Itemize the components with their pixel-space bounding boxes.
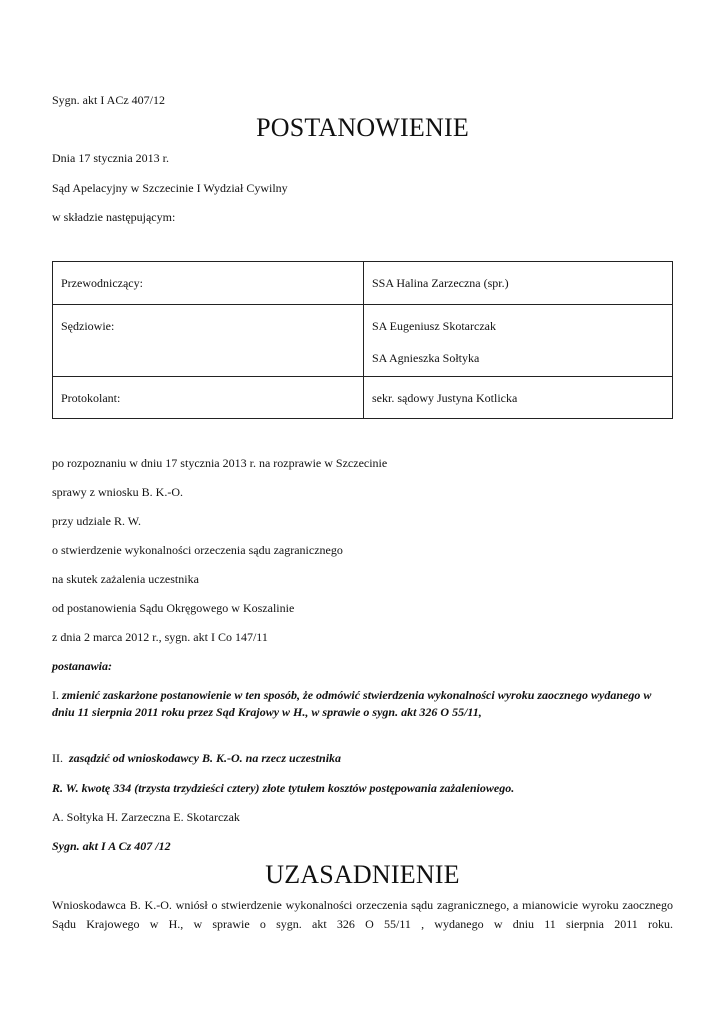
court-composition-table	[52, 261, 673, 419]
ruling-item-number: I.	[52, 688, 59, 702]
ruling-item-text: zasądzić od wnioskodawcy B. K.-O. na rzecz uczestnika	[69, 751, 342, 765]
ruling-item-number: II.	[52, 751, 63, 765]
presiding-value: SSA Halina Zarzeczna (spr.)	[364, 262, 673, 305]
body-line: o stwierdzenie wykonalności orzeczenia sądu zagranicznego	[52, 543, 343, 557]
justification-title: UZASADNIENIE	[265, 860, 460, 889]
justification-case-number: Sygn. akt I A Cz 407 /12	[52, 839, 171, 853]
court-name: Sąd Apelacyjny w Szczecinie I Wydział Cywilny	[52, 181, 288, 195]
clerk-label: Protokolant:	[53, 377, 364, 419]
body-line: z dnia 2 marca 2012 r., sygn. akt I Co 147/11	[52, 630, 268, 644]
judge-signatures: A. Sołtyka H. Zarzeczna E. Skotarczak	[52, 810, 240, 824]
ruling-item-text: zmienić zaskarżone postanowienie w ten sposób, że odmówić stwierdzenia wykonalności wyroku zaocznego wydanego w dniu 11 sierpnia 2011 roku przez Sąd Krajowy w H., w sprawie o sygn. akt 326 O 55/11,	[52, 688, 652, 719]
ruling-item-2-continuation: R. W. kwotę 334 (trzysta trzydzieści cztery) złote tytułem kosztów postępowania zażaleniowego.	[52, 781, 515, 795]
body-line: od postanowienia Sądu Okręgowego w Koszalinie	[52, 601, 295, 615]
resolves-heading: postanawia:	[52, 659, 113, 673]
body-line: sprawy z wniosku B. K.-O.	[52, 485, 183, 499]
presiding-label: Przewodniczący:	[53, 262, 364, 305]
judge-name: SA Agnieszka Sołtyka	[372, 351, 480, 365]
document-title: POSTANOWIENIE	[256, 113, 469, 142]
case-number: Sygn. akt I ACz 407/12	[52, 93, 165, 107]
ruling-date: Dnia 17 stycznia 2013 r.	[52, 151, 169, 165]
judges-cell	[364, 305, 673, 377]
table-row	[53, 305, 673, 377]
table-row	[53, 377, 673, 419]
body-line: na skutek zażalenia uczestnika	[52, 572, 199, 586]
justification-paragraph: Wnioskodawca B. K.-O. wniósł o stwierdzenie wykonalności orzeczenia sądu zagranicznego, a mianowicie wyroku zaocznego Sądu Krajowego w H., w sprawie o sygn. akt 326 O 55/11 , wydanego w dniu 11 sierpnia 2011 roku.	[52, 898, 673, 931]
body-line: przy udziale R. W.	[52, 514, 141, 528]
ruling-item-2	[52, 750, 341, 766]
table-row	[53, 262, 673, 305]
composition-intro: w składzie następującym:	[52, 210, 176, 224]
ruling-item-1	[52, 687, 677, 721]
judges-label: Sędziowie:	[53, 305, 364, 377]
clerk-value: sekr. sądowy Justyna Kotlicka	[364, 377, 673, 419]
judge-name: SA Eugeniusz Skotarczak	[372, 319, 496, 333]
body-line: po rozpoznaniu w dniu 17 stycznia 2013 r. na rozprawie w Szczecinie	[52, 456, 388, 470]
